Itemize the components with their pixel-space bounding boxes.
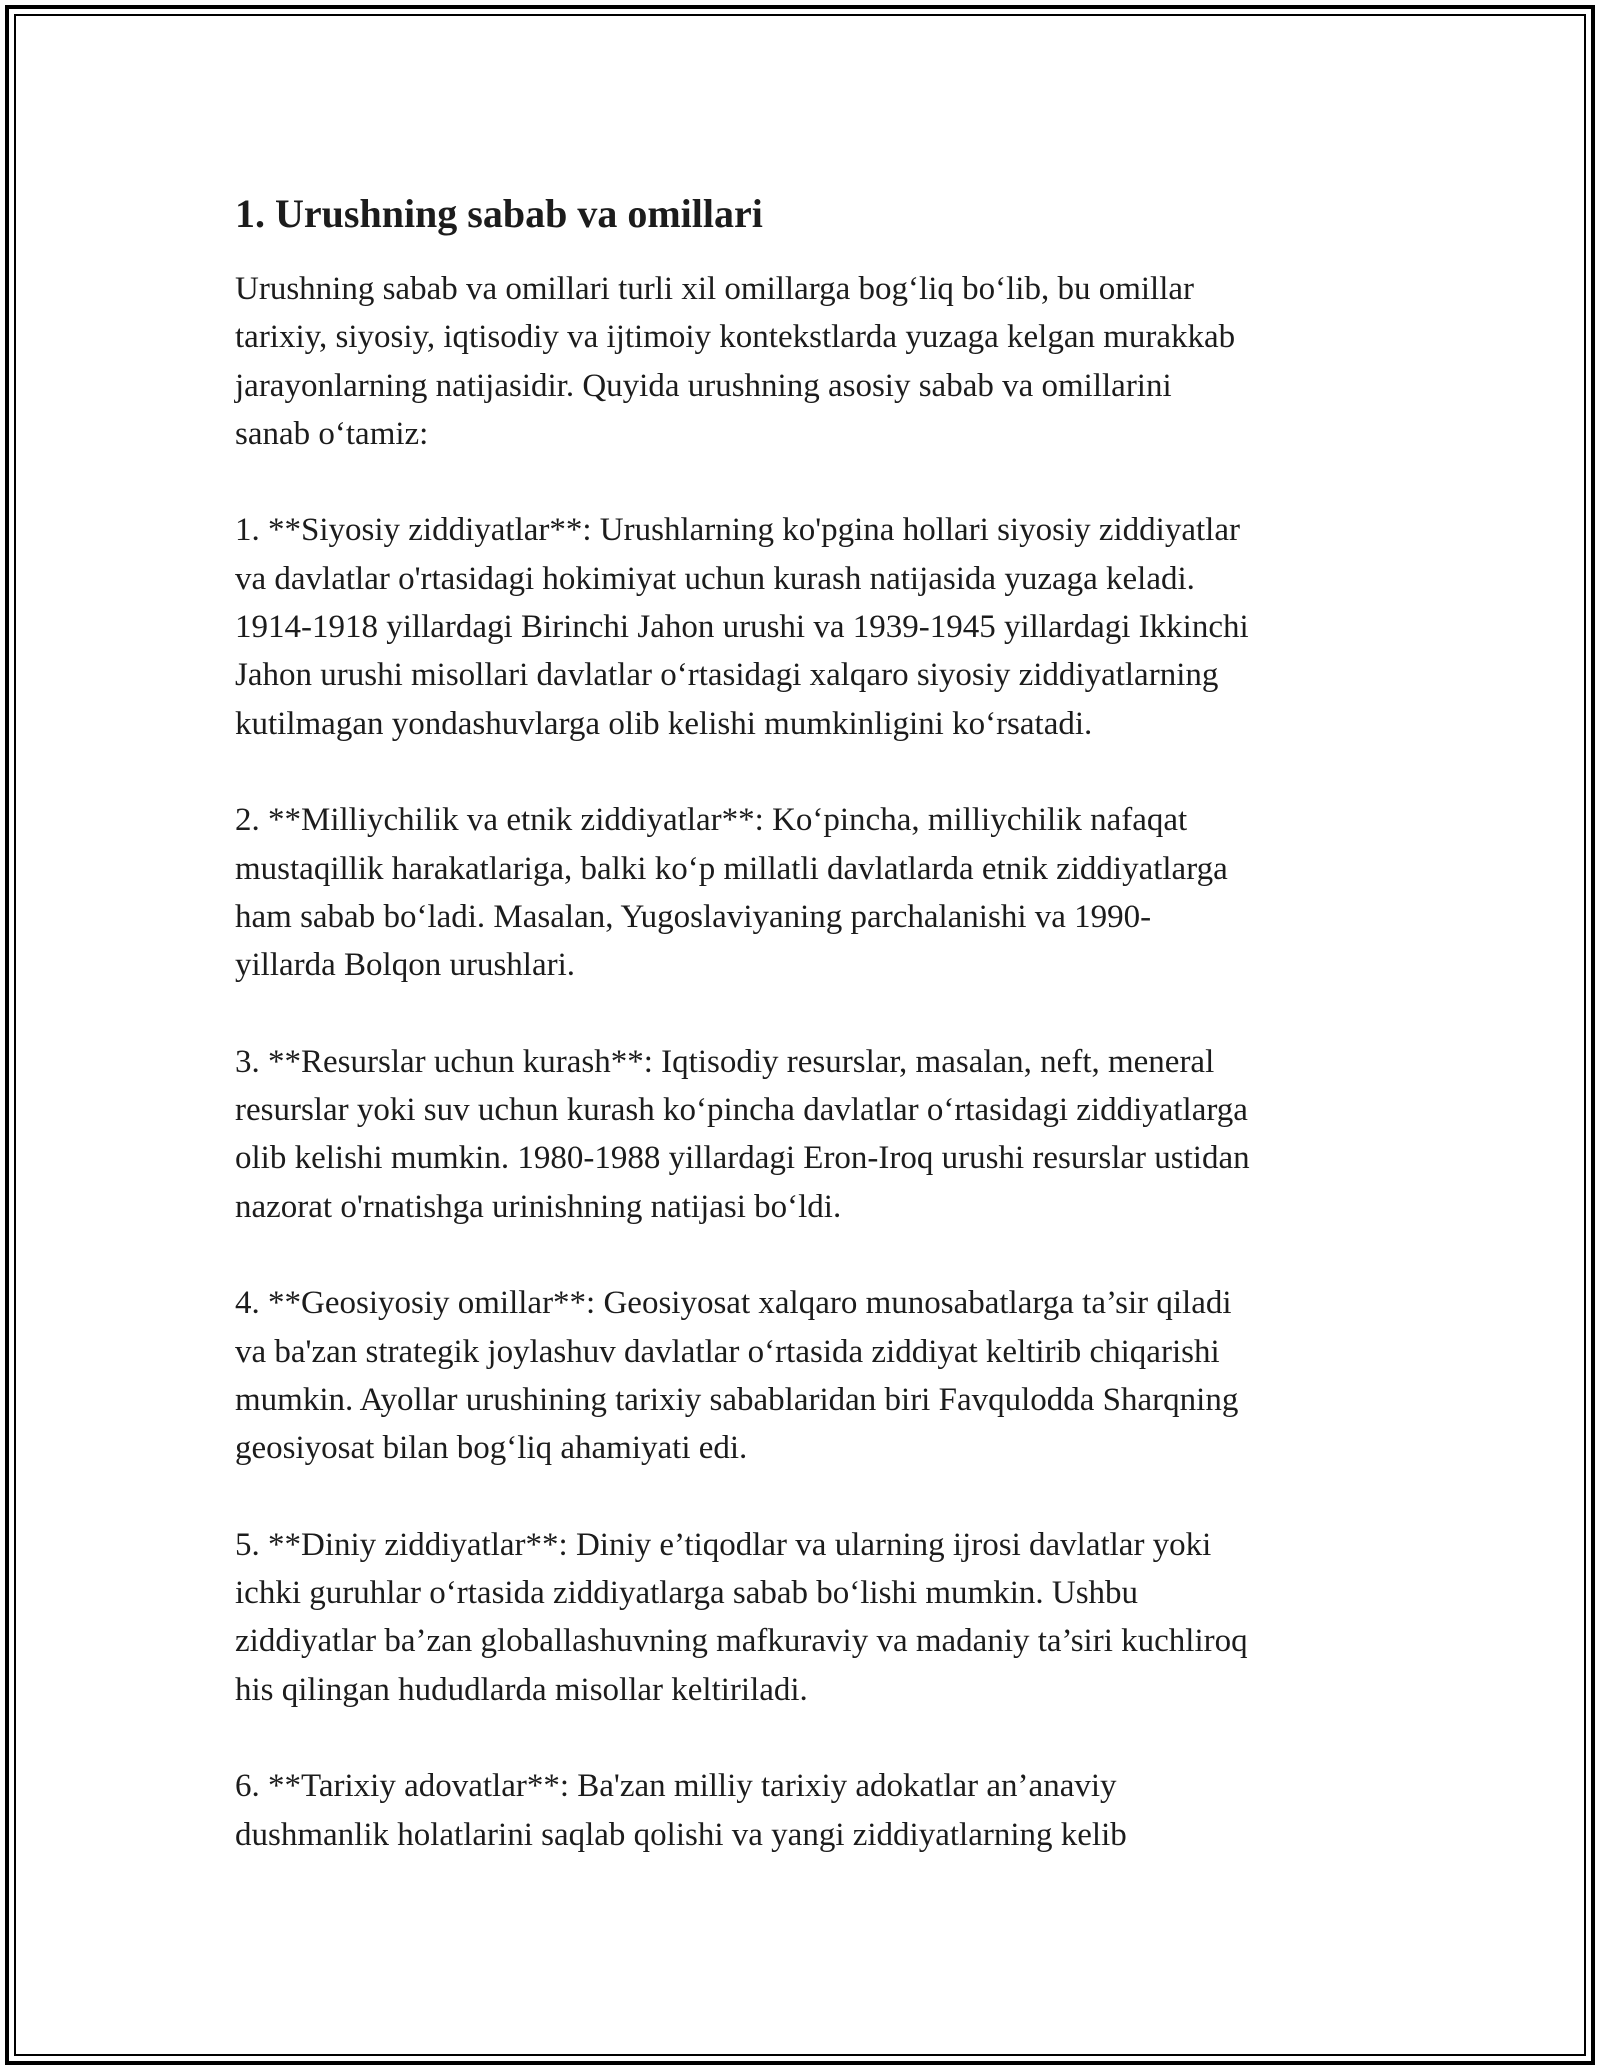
intro-paragraph: Urushning sabab va omillari turli xil omillarga bog‘liq bo‘lib, bu omillar tarixiy, siyosiy, iqtisodiy va ijtimoiy kontekstlarda yuzaga kelgan murakkab jarayonlarning natijasidir. Quyida urushning asosiy sabab va omillarini sanab o‘tamiz: [235, 271, 1236, 452]
list-item-resource-struggle: 3. **Resurslar uchun kurash**: Iqtisodiy resurslar, masalan, neft, meneral resurslar yoki suv uchun kurash ko‘pincha davlatlar o‘rtasidagi ziddiyatlarga olib kelishi mumkin. 1980-1988 yillardagi Eron-Iroq urushi resurslar ustidan nazorat o'rnatishga urinishning natijasi bo‘ldi. [235, 1043, 1250, 1225]
list-item-geopolitical-factors: 4. **Geosiyosiy omillar**: Geosiyosat xalqaro munosabatlarga ta’sir qiladi va ba'zan strategik joylashuv davlatlar o‘rtasida ziddiyat keltirib chiqarishi mumkin. Ayollar urushining tarixiy sabablaridan biri Favqulodda Sharqning geosiyosat bilan bog‘liq ahamiyati edi. [235, 1285, 1239, 1467]
list-item-nationalism-ethnic-conflicts: 2. **Milliychilik va etnik ziddiyatlar**: Ko‘pincha, milliychilik nafaqat mustaqillik harakatlariga, balki ko‘p millatli davlatlarda etnik ziddiyatlarga ham sabab bo‘ladi. Masalan, Yugoslaviyaning parchalanishi va 1990- yillarda Bolqon urushlari. [235, 802, 1228, 984]
document-body [235, 186, 1385, 1907]
list-item-religious-conflicts: 5. **Diniy ziddiyatlar**: Diniy e’tiqodlar va ularning ijrosi davlatlar yoki ichki guruhlar o‘rtasida ziddiyatlarga sabab bo‘lishi mumkin. Ushbu ziddiyatlar ba’zan globallashuvning mafkuraviy va madaniy ta’siri kuchliroq his qilingan hududlarda misollar keltiriladi. [235, 1526, 1248, 1708]
list-item-political-conflicts: 1. **Siyosiy ziddiyatlar**: Urushlarning ko'pgina hollari siyosiy ziddiyatlar va davlatlar o'rtasidagi hokimiyat uchun kurash natijasida yuzaga keladi. 1914-1918 yillardagi Birinchi Jahon urushi va 1939-1945 yillardagi Ikkinchi Jahon urushi misollari davlatlar o‘rtasidagi xalqaro siyosiy ziddiyatlarning kutilmagan yondashuvlarga olib kelishi mumkinligini ko‘rsatadi. [235, 512, 1249, 742]
list-item-historical-enmities: 6. **Tarixiy adovatlar**: Ba'zan milliy tarixiy adokatlar an’anaviy dushmanlik holatlarini saqlab qolishi va yangi ziddiyatlarning kelib [235, 1768, 1127, 1853]
section-heading: 1. Urushning sabab va omillari [235, 191, 763, 236]
